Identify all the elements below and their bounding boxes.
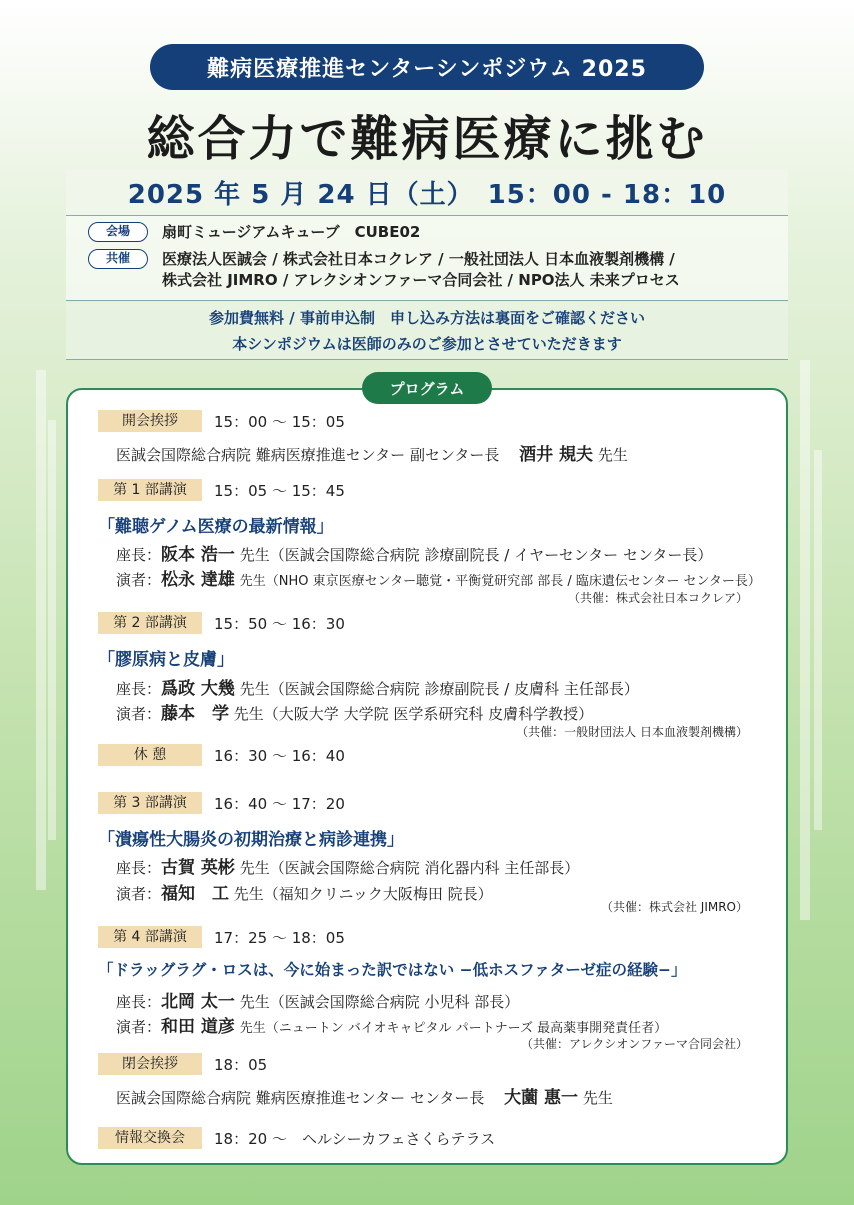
- symposium-series-title: 難病医療推進センターシンポジウム 2025: [150, 44, 704, 90]
- part3-sponsor: （共催：株式会社 JIMRO）: [600, 900, 748, 914]
- speaker-prefix: 演者：: [116, 885, 162, 903]
- opening-speaker: [116, 440, 628, 465]
- part2-speaker-rest: 先生（大阪大学 大学院 医学系研究科 皮膚科学教授）: [233, 705, 594, 723]
- chair-prefix: 座長：: [116, 546, 162, 564]
- event-info-box: [66, 215, 788, 301]
- part1-item: [98, 479, 345, 501]
- opening-honorific: 先生: [597, 446, 628, 464]
- part3-speaker-name: 福知 工: [161, 884, 230, 904]
- break-label: 休 憩: [98, 744, 202, 766]
- part4-title: 「ドラッグラグ・ロスは、今に始まった訳ではない −低ホスファターゼ症の経験−」: [98, 961, 687, 979]
- opening-time: 15：00 〜 15：05: [214, 412, 345, 431]
- part3-title: 「潰瘍性大腸炎の初期治療と病診連携」: [98, 830, 404, 850]
- part2-speaker: [116, 699, 593, 724]
- part3-speaker-rest: 先生（福知クリニック大阪梅田 院長）: [233, 885, 493, 903]
- cohost-line-1: 医療法人医誠会 / 株式会社日本コクレア / 一般社団法人 日本血液製剤機構 /: [162, 250, 675, 268]
- program-heading: プログラム: [362, 372, 492, 404]
- break-item: [98, 744, 345, 766]
- part4-chair: [116, 987, 519, 1012]
- part3-time: 16：40 〜 17：20: [214, 794, 345, 813]
- networking-time: 18：20 〜 ヘルシーカフェさくらテラス: [214, 1129, 496, 1148]
- notice-band: [66, 302, 788, 360]
- closing-speaker-name: 大薗 惠一: [504, 1088, 579, 1108]
- closing-time: 18：05: [214, 1055, 268, 1074]
- opening-label: 開会挨拶: [98, 410, 202, 432]
- closing-speaker: [116, 1083, 613, 1108]
- part4-speaker: [116, 1012, 667, 1037]
- opening-item: [98, 410, 345, 432]
- part3-chair-name: 古賀 英彬: [161, 858, 235, 878]
- closing-item: [98, 1053, 267, 1075]
- networking-item: [98, 1127, 495, 1149]
- speaker-prefix: 演者：: [116, 705, 162, 723]
- part1-speaker-rest: 先生（NHO 東京医療センター聴覚・平衡覚研究部 部長 / 臨床遺伝センター センター長）: [239, 574, 761, 589]
- part2-chair: [116, 674, 639, 699]
- part1-time: 15：05 〜 15：45: [214, 481, 345, 500]
- part3-chair: [116, 853, 579, 878]
- decorative-bar: [814, 450, 822, 830]
- page-title: 総合力で難病医療に挑む: [146, 111, 708, 167]
- part1-chair-rest: 先生（医誠会国際総合病院 診療副院長 / イヤーセンター センター長）: [239, 546, 713, 564]
- part1-chair-name: 阪本 浩一: [161, 545, 235, 565]
- chair-prefix: 座長：: [116, 859, 162, 877]
- opening-affiliation: 医誠会国際総合病院 難病医療推進センター 副センター長: [116, 446, 500, 464]
- part2-chair-rest: 先生（医誠会国際総合病院 診療副院長 / 皮膚科 主任部長）: [239, 680, 639, 698]
- decorative-bar: [48, 420, 56, 840]
- part2-time: 15：50 〜 16：30: [214, 614, 345, 633]
- part4-speaker-rest: 先生（ニュートン バイオキャピタル パートナーズ 最高薬事開発責任者）: [239, 1021, 668, 1036]
- part2-label: 第 2 部講演: [98, 612, 202, 634]
- part1-title: 「難聴ゲノム医療の最新情報」: [98, 517, 334, 537]
- break-time: 16：30 〜 16：40: [214, 746, 345, 765]
- notice-line-2: 本シンポジウムは医師のみのご参加とさせていただきます: [232, 335, 622, 353]
- notice-line-1: 参加費無料 / 事前申込制 申し込み方法は裏面をご確認ください: [209, 309, 645, 327]
- decorative-bar: [800, 360, 810, 920]
- chair-prefix: 座長：: [116, 680, 162, 698]
- networking-label: 情報交換会: [98, 1127, 202, 1149]
- part1-speaker-name: 松永 達雄: [161, 570, 235, 590]
- venue-text: 扇町ミュージアムキューブ CUBE02: [162, 223, 421, 241]
- part3-item: [98, 792, 345, 814]
- part2-title: 「膠原病と皮膚」: [98, 650, 234, 670]
- part4-chair-rest: 先生（医誠会国際総合病院 小児科 部長）: [239, 993, 520, 1011]
- part4-chair-name: 北岡 太一: [161, 992, 235, 1012]
- part4-sponsor: （共催：アレクシオンファーマ合同会社）: [520, 1037, 748, 1051]
- event-date: 2025 年 5 月 24 日（土） 15：00 - 18：10: [66, 169, 788, 215]
- decorative-bar: [36, 370, 46, 890]
- closing-label: 閉会挨拶: [98, 1053, 202, 1075]
- part1-label: 第 1 部講演: [98, 479, 202, 501]
- part4-speaker-name: 和田 道彦: [161, 1017, 235, 1037]
- part1-sponsor: （共催：株式会社日本コクレア）: [567, 591, 748, 605]
- part2-speaker-name: 藤本 学: [161, 704, 230, 724]
- cohost-line-2: 株式会社 JIMRO / アレクシオンファーマ合同会社 / NPO法人 未来プロセス: [162, 271, 680, 289]
- part1-speaker: [116, 565, 761, 590]
- closing-affiliation: 医誠会国際総合病院 難病医療推進センター センター長: [116, 1089, 485, 1107]
- part2-sponsor: （共催：一般財団法人 日本血液製剤機構）: [516, 725, 748, 739]
- chair-prefix: 座長：: [116, 993, 162, 1011]
- speaker-prefix: 演者：: [116, 1018, 162, 1036]
- part3-speaker: [116, 879, 493, 904]
- part3-chair-rest: 先生（医誠会国際総合病院 消化器内科 主任部長）: [239, 859, 580, 877]
- cohost-row: [88, 249, 680, 291]
- closing-honorific: 先生: [582, 1089, 613, 1107]
- venue-tag: 会場: [88, 222, 148, 242]
- part4-label: 第 4 部講演: [98, 926, 202, 948]
- part2-item: [98, 612, 345, 634]
- part1-chair: [116, 540, 712, 565]
- opening-speaker-name: 酒井 規夫: [519, 445, 594, 465]
- part3-label: 第 3 部講演: [98, 792, 202, 814]
- part4-item: [98, 926, 345, 948]
- cohost-tag: 共催: [88, 249, 148, 269]
- venue-row: [88, 222, 420, 243]
- speaker-prefix: 演者：: [116, 571, 162, 589]
- part4-time: 17：25 〜 18：05: [214, 928, 345, 947]
- part2-chair-name: 爲政 大幾: [161, 679, 235, 699]
